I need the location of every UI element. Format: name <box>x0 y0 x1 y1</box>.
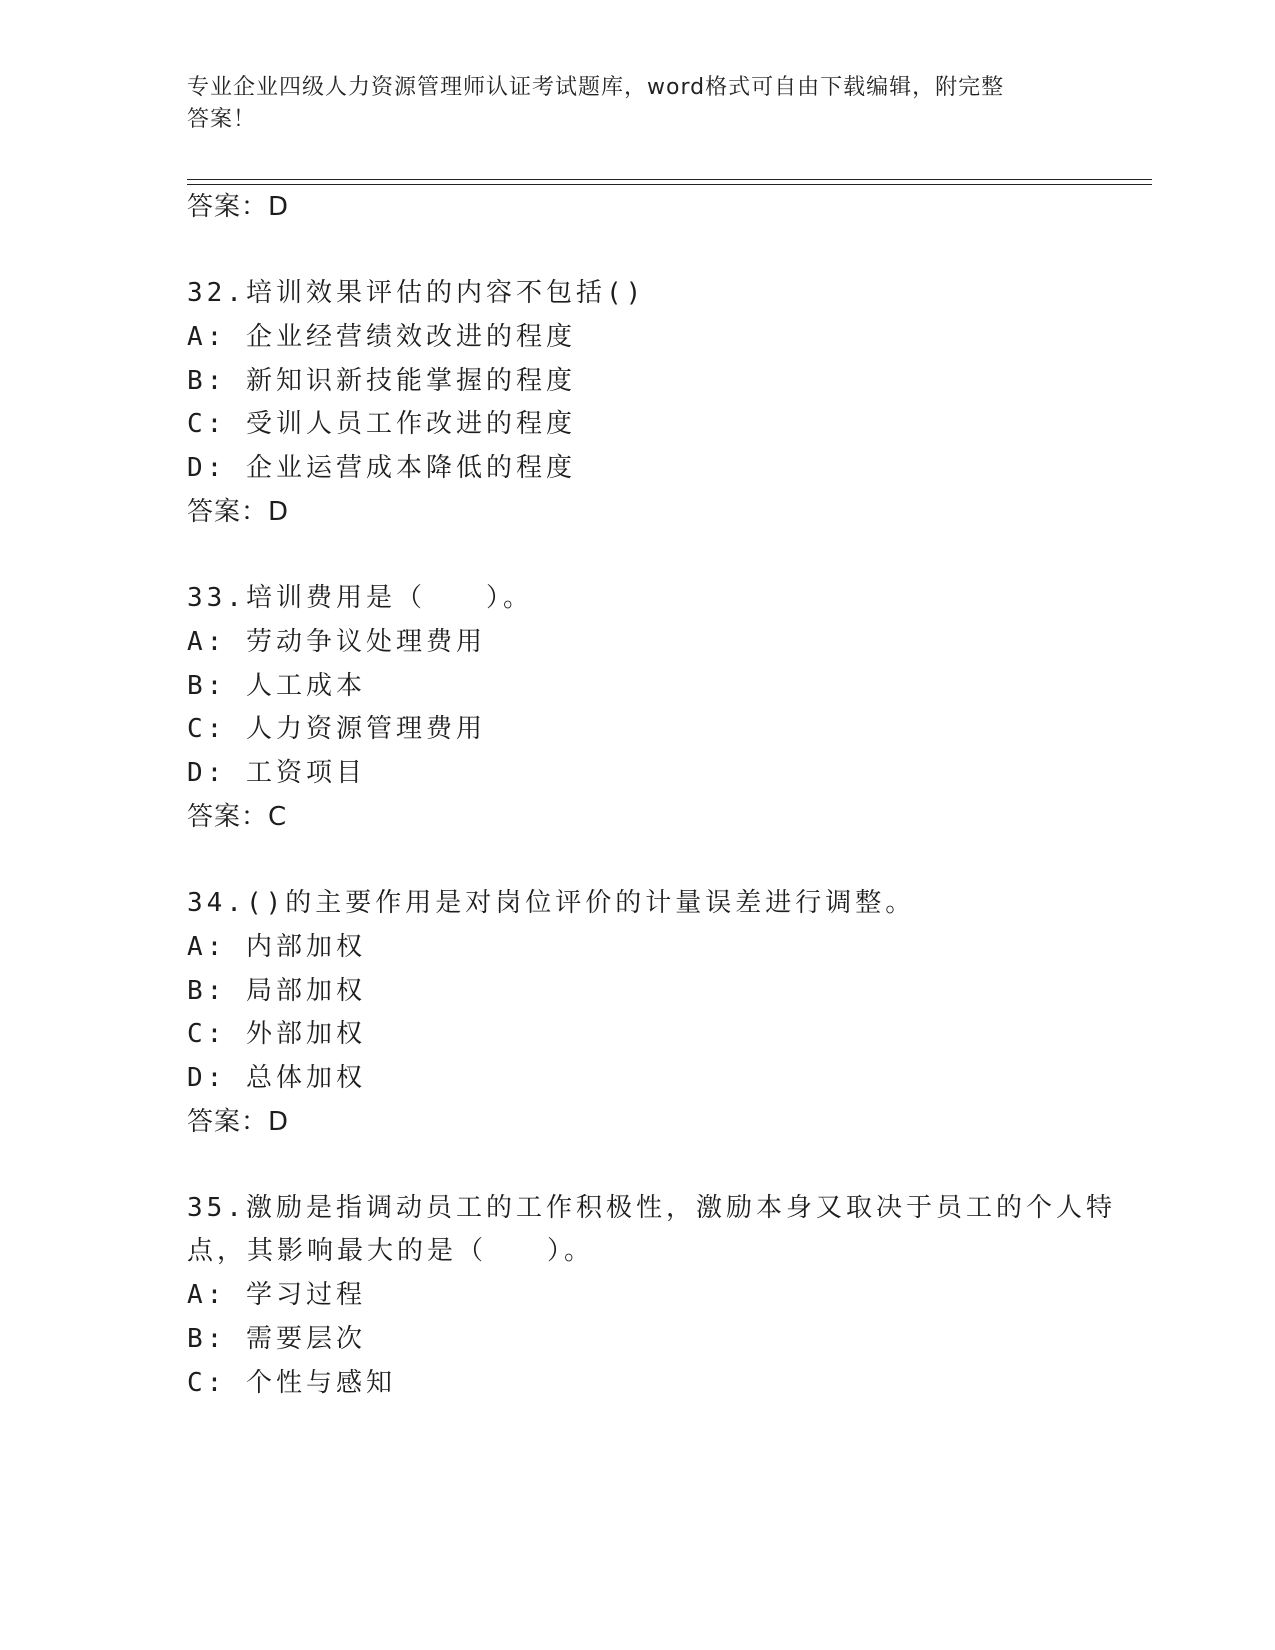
question-35-stem-line-1: 35.激励是指调动员工的工作积极性，激励本身又取决于员工的个人特 <box>187 1193 1116 1223</box>
question-33-stem: 33.培训费用是（ ）。 <box>187 583 533 613</box>
question-32-answer: 答案：D <box>187 497 290 527</box>
question-34-option-c: C: 外部加权 <box>187 1019 366 1049</box>
header-rule <box>187 179 1152 180</box>
question-35-stem-line-2: 点，其影响最大的是（ ）。 <box>187 1236 595 1266</box>
question-34-option-b: B: 局部加权 <box>187 976 366 1006</box>
question-34-option-d: D: 总体加权 <box>187 1063 366 1093</box>
question-32-option-a: A: 企业经营绩效改进的程度 <box>187 322 576 352</box>
previous-answer: 答案：D <box>187 192 290 222</box>
question-34-option-a: A: 内部加权 <box>187 932 366 962</box>
question-32-stem: 32.培训效果评估的内容不包括() <box>187 278 646 308</box>
question-32-option-d: D: 企业运营成本降低的程度 <box>187 453 576 483</box>
header-line-1: 专业企业四级人力资源管理师认证考试题库，word格式可自由下载编辑，附完整 <box>187 75 1005 100</box>
question-35-option-b: B: 需要层次 <box>187 1324 366 1354</box>
question-34-stem: 34.()的主要作用是对岗位评价的计量误差进行调整。 <box>187 888 916 918</box>
question-32-option-c: C: 受训人员工作改进的程度 <box>187 409 576 439</box>
question-34-answer: 答案：D <box>187 1107 290 1137</box>
question-32-option-b: B: 新知识新技能掌握的程度 <box>187 366 576 396</box>
document-header <box>187 72 1067 136</box>
header-line-2: 答案！ <box>187 107 257 132</box>
question-33-option-b: B: 人工成本 <box>187 671 366 701</box>
question-33-option-d: D: 工资项目 <box>187 758 366 788</box>
question-35-option-a: A: 学习过程 <box>187 1280 366 1310</box>
question-33-option-a: A: 劳动争议处理费用 <box>187 627 486 657</box>
question-35-option-c: C: 个性与感知 <box>187 1368 396 1398</box>
question-33-answer: 答案：C <box>187 802 288 832</box>
question-33-option-c: C: 人力资源管理费用 <box>187 714 486 744</box>
header-rule-double <box>187 184 1152 185</box>
